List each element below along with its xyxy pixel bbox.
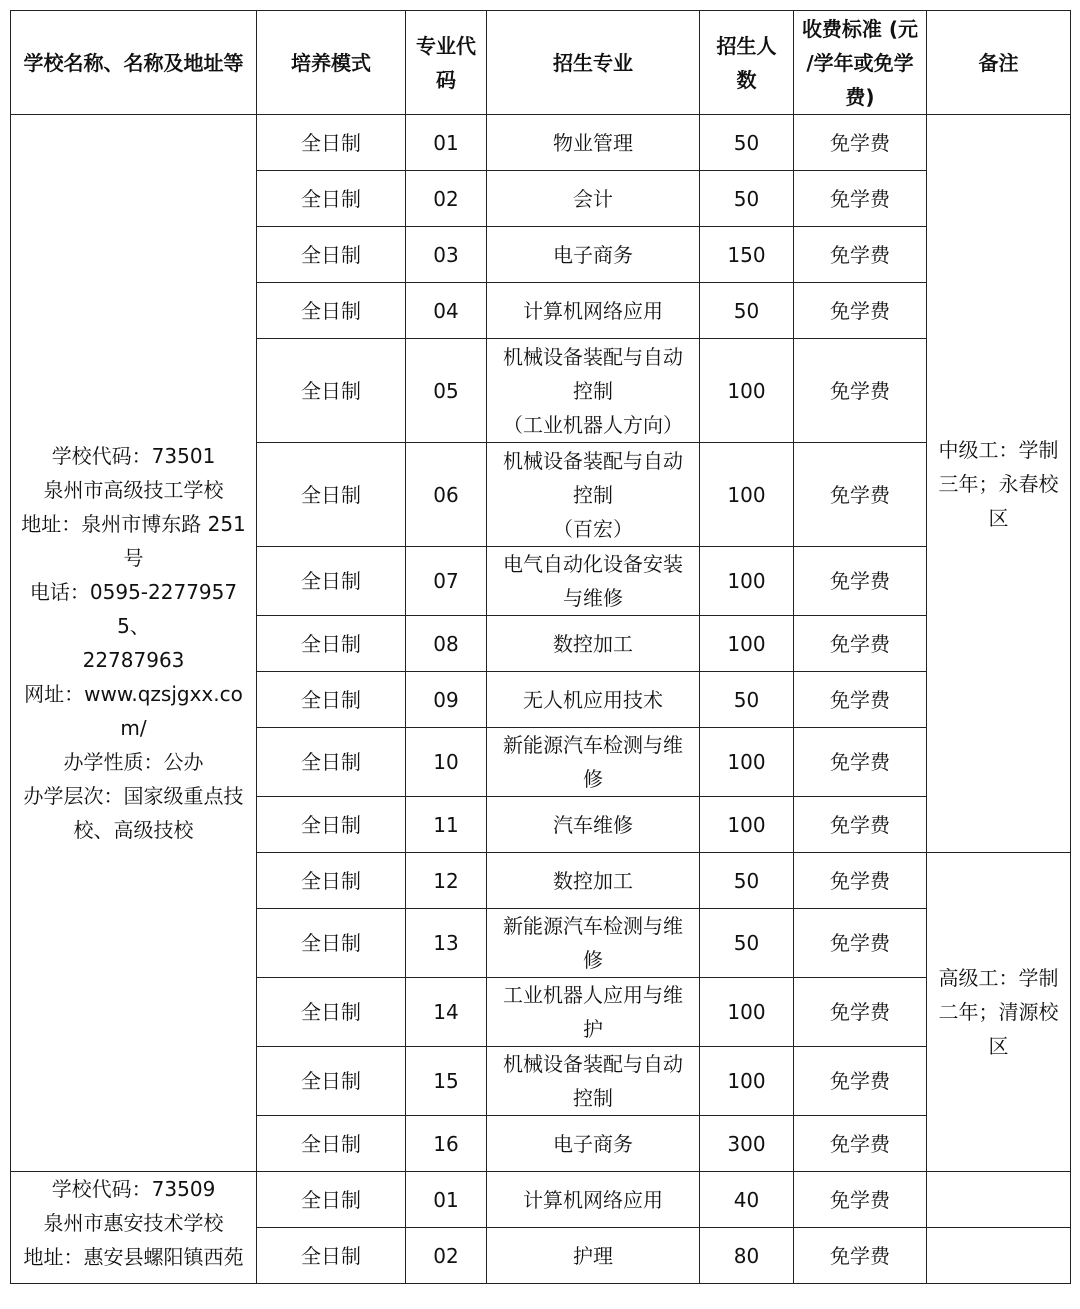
major-line: 机械设备装配与自动	[503, 344, 683, 369]
remark-cell	[927, 115, 1071, 853]
mode-cell: 全日制	[257, 339, 406, 443]
count-cell: 80	[700, 1228, 794, 1284]
major-line: 电气自动化设备安装	[503, 552, 683, 576]
count-cell: 100	[700, 728, 794, 797]
school-info-line: 校、高级技校	[73, 818, 194, 842]
fee-cell: 免学费	[794, 115, 927, 171]
mode-cell: 全日制	[257, 227, 406, 283]
table-row	[11, 115, 1071, 171]
fee-cell: 免学费	[794, 283, 927, 339]
admissions-table	[10, 10, 1071, 1284]
count-cell: 40	[700, 1172, 794, 1228]
fee-cell: 免学费	[794, 1172, 927, 1228]
major-cell	[487, 1047, 700, 1116]
major-line: 汽车维修	[553, 812, 633, 837]
mode-cell: 全日制	[257, 1172, 406, 1228]
major-line: 控制	[573, 378, 613, 403]
major-line: 电子商务	[553, 1131, 633, 1156]
major-cell	[487, 616, 700, 672]
major-line: 电子商务	[553, 242, 633, 267]
major-cell	[487, 171, 700, 227]
mode-cell: 全日制	[257, 853, 406, 909]
major-cell	[487, 547, 700, 616]
mode-cell: 全日制	[257, 728, 406, 797]
major-line: 控制	[573, 1086, 613, 1110]
major-line: 与维修	[563, 586, 623, 610]
mode-cell: 全日制	[257, 1228, 406, 1284]
count-cell: 50	[700, 115, 794, 171]
mode-cell: 全日制	[257, 1116, 406, 1172]
count-cell: 100	[700, 978, 794, 1047]
major-line: 计算机网络应用	[523, 298, 663, 323]
major-cell	[487, 115, 700, 171]
header-row	[11, 11, 1071, 115]
major-line: 数控加工	[553, 631, 633, 656]
fee-cell: 免学费	[794, 1228, 927, 1284]
count-cell: 100	[700, 1047, 794, 1116]
header-fee	[794, 11, 927, 115]
fee-cell: 免学费	[794, 616, 927, 672]
fee-cell: 免学费	[794, 672, 927, 728]
fee-cell: 免学费	[794, 853, 927, 909]
major-line: （百宏）	[553, 516, 633, 541]
code-cell: 15	[406, 1047, 487, 1116]
remark-line: 区	[988, 505, 1009, 530]
header-mode: 培养模式	[257, 11, 406, 115]
school-info-line: 网址：www.qzsjgxx.com/	[24, 682, 243, 740]
mode-cell: 全日制	[257, 443, 406, 547]
header-fee-line: 费)	[845, 84, 875, 109]
remark-line: 区	[988, 1034, 1009, 1058]
fee-cell: 免学费	[794, 443, 927, 547]
code-cell: 08	[406, 616, 487, 672]
major-cell	[487, 909, 700, 978]
major-cell	[487, 1172, 700, 1228]
count-cell: 100	[700, 547, 794, 616]
major-line: 护	[583, 1017, 603, 1041]
header-school: 学校名称、名称及地址等	[11, 11, 257, 115]
mode-cell: 全日制	[257, 115, 406, 171]
major-cell	[487, 1228, 700, 1284]
code-cell: 09	[406, 672, 487, 728]
school-info-line: 电话：0595-22779575、	[29, 580, 238, 638]
major-cell	[487, 227, 700, 283]
code-cell: 03	[406, 227, 487, 283]
school-info-line: 地址：惠安县螺阳镇西苑	[23, 1245, 244, 1269]
remark-line: 中级工：学制	[938, 437, 1059, 462]
fee-cell: 免学费	[794, 1116, 927, 1172]
school-info-line: 号	[123, 546, 144, 570]
mode-cell: 全日制	[257, 547, 406, 616]
major-cell	[487, 1116, 700, 1172]
code-cell: 11	[406, 797, 487, 853]
table-row	[11, 1172, 1071, 1228]
major-line: 会计	[573, 186, 613, 211]
school-info-cell	[11, 115, 257, 1172]
major-cell	[487, 797, 700, 853]
code-cell: 05	[406, 339, 487, 443]
count-cell: 50	[700, 283, 794, 339]
mode-cell: 全日制	[257, 171, 406, 227]
code-cell: 12	[406, 853, 487, 909]
major-line: 新能源汽车检测与维	[503, 733, 683, 757]
school-info-line: 泉州市高级技工学校	[43, 478, 224, 502]
major-line: 数控加工	[553, 868, 633, 893]
count-cell: 300	[700, 1116, 794, 1172]
major-line: 修	[583, 948, 603, 972]
remark-line: 高级工：学制	[938, 966, 1059, 990]
code-cell: 02	[406, 171, 487, 227]
code-cell: 13	[406, 909, 487, 978]
count-cell: 150	[700, 227, 794, 283]
count-cell: 100	[700, 443, 794, 547]
code-cell: 04	[406, 283, 487, 339]
count-cell: 100	[700, 339, 794, 443]
header-fee-line: 收费标准 (元	[801, 16, 919, 41]
school-info-line: 学校代码：73501	[51, 444, 216, 468]
header-remark: 备注	[927, 11, 1071, 115]
remark-cell-empty	[927, 1228, 1071, 1284]
fee-cell: 免学费	[794, 909, 927, 978]
major-cell	[487, 283, 700, 339]
major-line: 机械设备装配与自动	[503, 448, 683, 473]
major-line: 修	[583, 767, 603, 791]
mode-cell: 全日制	[257, 1047, 406, 1116]
fee-cell: 免学费	[794, 171, 927, 227]
header-fee-line: /学年或免学	[806, 50, 914, 75]
code-cell: 06	[406, 443, 487, 547]
major-cell	[487, 339, 700, 443]
count-cell: 50	[700, 672, 794, 728]
major-line: （工业机器人方向）	[503, 412, 683, 437]
fee-cell: 免学费	[794, 339, 927, 443]
code-cell: 02	[406, 1228, 487, 1284]
school-info-line: 22787963	[82, 648, 185, 672]
code-cell: 14	[406, 978, 487, 1047]
major-line: 物业管理	[553, 130, 633, 155]
major-line: 护理	[573, 1243, 613, 1268]
major-line: 工业机器人应用与维	[503, 983, 683, 1007]
header-code-line: 码	[436, 67, 456, 92]
major-cell	[487, 672, 700, 728]
major-line: 机械设备装配与自动	[503, 1052, 683, 1076]
code-cell: 10	[406, 728, 487, 797]
fee-cell: 免学费	[794, 978, 927, 1047]
mode-cell: 全日制	[257, 672, 406, 728]
school-info-line: 地址：泉州市博东路 251	[21, 512, 246, 536]
fee-cell: 免学费	[794, 797, 927, 853]
fee-cell: 免学费	[794, 547, 927, 616]
major-cell	[487, 443, 700, 547]
header-code-line: 专业代	[416, 33, 476, 58]
count-cell: 50	[700, 171, 794, 227]
school-info-line: 办学性质：公办	[63, 750, 204, 774]
school-info-line: 学校代码：73509	[51, 1177, 216, 1201]
major-cell	[487, 978, 700, 1047]
fee-cell: 免学费	[794, 728, 927, 797]
code-cell: 07	[406, 547, 487, 616]
header-count-line: 招生人	[716, 33, 777, 58]
major-line: 控制	[573, 482, 613, 507]
major-line: 计算机网络应用	[523, 1187, 663, 1212]
major-cell	[487, 853, 700, 909]
school-info-cell	[11, 1172, 257, 1284]
count-cell: 50	[700, 853, 794, 909]
mode-cell: 全日制	[257, 909, 406, 978]
code-cell: 01	[406, 115, 487, 171]
count-cell: 50	[700, 909, 794, 978]
school-info-line: 办学层次：国家级重点技	[23, 784, 244, 808]
code-cell: 16	[406, 1116, 487, 1172]
school-info-line: 泉州市惠安技术学校	[43, 1211, 224, 1235]
remark-line: 三年；永春校	[938, 471, 1059, 496]
mode-cell: 全日制	[257, 797, 406, 853]
major-line: 新能源汽车检测与维	[503, 914, 683, 938]
mode-cell: 全日制	[257, 283, 406, 339]
header-major: 招生专业	[487, 11, 700, 115]
fee-cell: 免学费	[794, 1047, 927, 1116]
header-code	[406, 11, 487, 115]
header-count-line: 数	[736, 67, 757, 92]
count-cell: 100	[700, 797, 794, 853]
major-line: 无人机应用技术	[523, 687, 663, 712]
code-cell: 01	[406, 1172, 487, 1228]
remark-line: 二年；清源校	[938, 1000, 1059, 1024]
mode-cell: 全日制	[257, 978, 406, 1047]
remark-cell-empty	[927, 1172, 1071, 1228]
remark-cell	[927, 853, 1071, 1172]
count-cell: 100	[700, 616, 794, 672]
major-cell	[487, 728, 700, 797]
mode-cell: 全日制	[257, 616, 406, 672]
header-count	[700, 11, 794, 115]
fee-cell: 免学费	[794, 227, 927, 283]
